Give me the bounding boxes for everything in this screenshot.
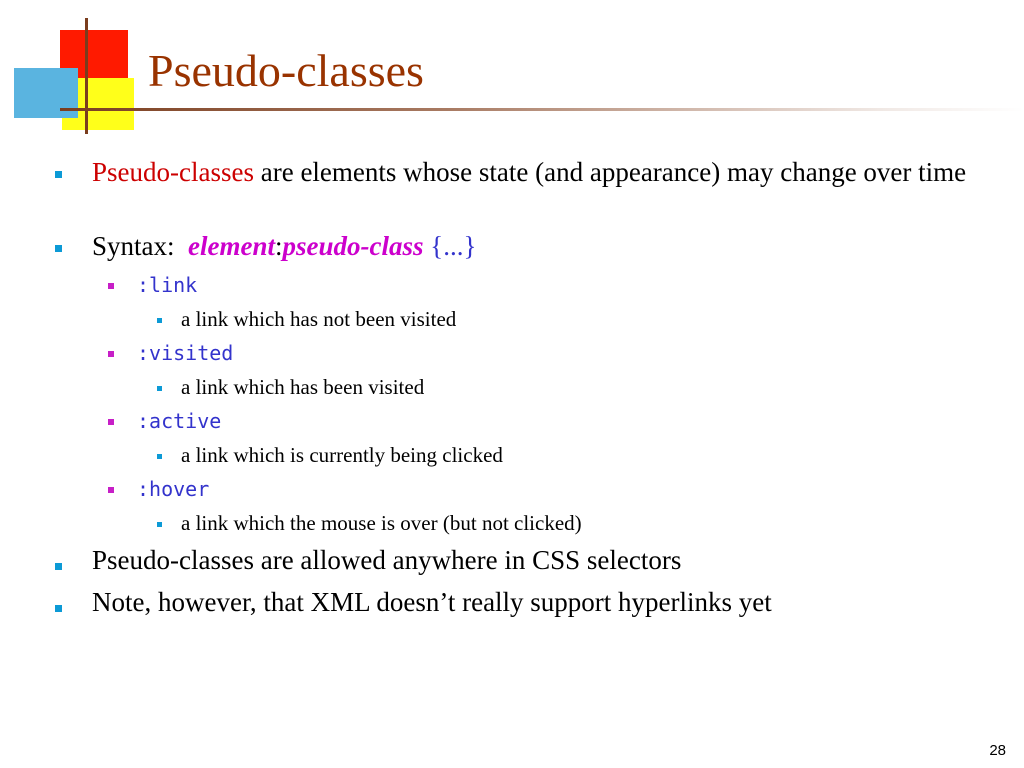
title-underline xyxy=(60,108,1024,111)
bullet-selectors-note: Pseudo-classes are allowed anywhere in CSS selectors xyxy=(92,545,682,575)
sub-sub-bullet-square-icon xyxy=(157,522,162,527)
syntax-braces: {...} xyxy=(430,231,477,261)
sub-sub-bullet-square-icon xyxy=(157,318,162,323)
selector-active-description: a link which is currently being clicked xyxy=(181,443,503,467)
syntax-element: element xyxy=(188,231,275,261)
bullet-square-icon xyxy=(55,563,62,570)
page-number: 28 xyxy=(989,742,1006,759)
syntax-label: Syntax: xyxy=(92,231,175,261)
bullet-square-icon xyxy=(55,605,62,612)
selector-visited-description: a link which has been visited xyxy=(181,375,425,399)
bullet-xml-note: Note, however, that XML doesn’t really support hyperlinks yet xyxy=(92,587,772,617)
highlight-term: Pseudo-classes xyxy=(92,157,254,187)
selector-visited: :visited xyxy=(137,341,234,365)
selector-link-description: a link which has not been visited xyxy=(181,307,457,331)
selector-link: :link xyxy=(137,273,198,297)
syntax-colon: : xyxy=(275,231,283,261)
bullet-square-icon xyxy=(55,245,62,252)
bullet-syntax xyxy=(92,230,972,263)
selector-hover: :hover xyxy=(137,477,210,501)
bullet-pseudo-classes-definition xyxy=(92,156,972,189)
syntax-pseudo-class: pseudo-class xyxy=(282,231,424,261)
sub-bullet-square-icon xyxy=(108,283,114,289)
selector-hover-description: a link which the mouse is over (but not clicked) xyxy=(181,511,582,535)
bullet-text: are elements whose state (and appearance) may change over time xyxy=(253,157,967,187)
sub-sub-bullet-square-icon xyxy=(157,386,162,391)
slide-title: Pseudo-classes xyxy=(148,45,424,96)
sub-bullet-square-icon xyxy=(108,351,114,357)
selector-active: :active xyxy=(137,409,222,433)
sub-sub-bullet-square-icon xyxy=(157,454,162,459)
decor-vertical-line xyxy=(85,18,88,134)
sub-bullet-square-icon xyxy=(108,419,114,425)
bullet-square-icon xyxy=(55,171,62,178)
sub-bullet-square-icon xyxy=(108,487,114,493)
